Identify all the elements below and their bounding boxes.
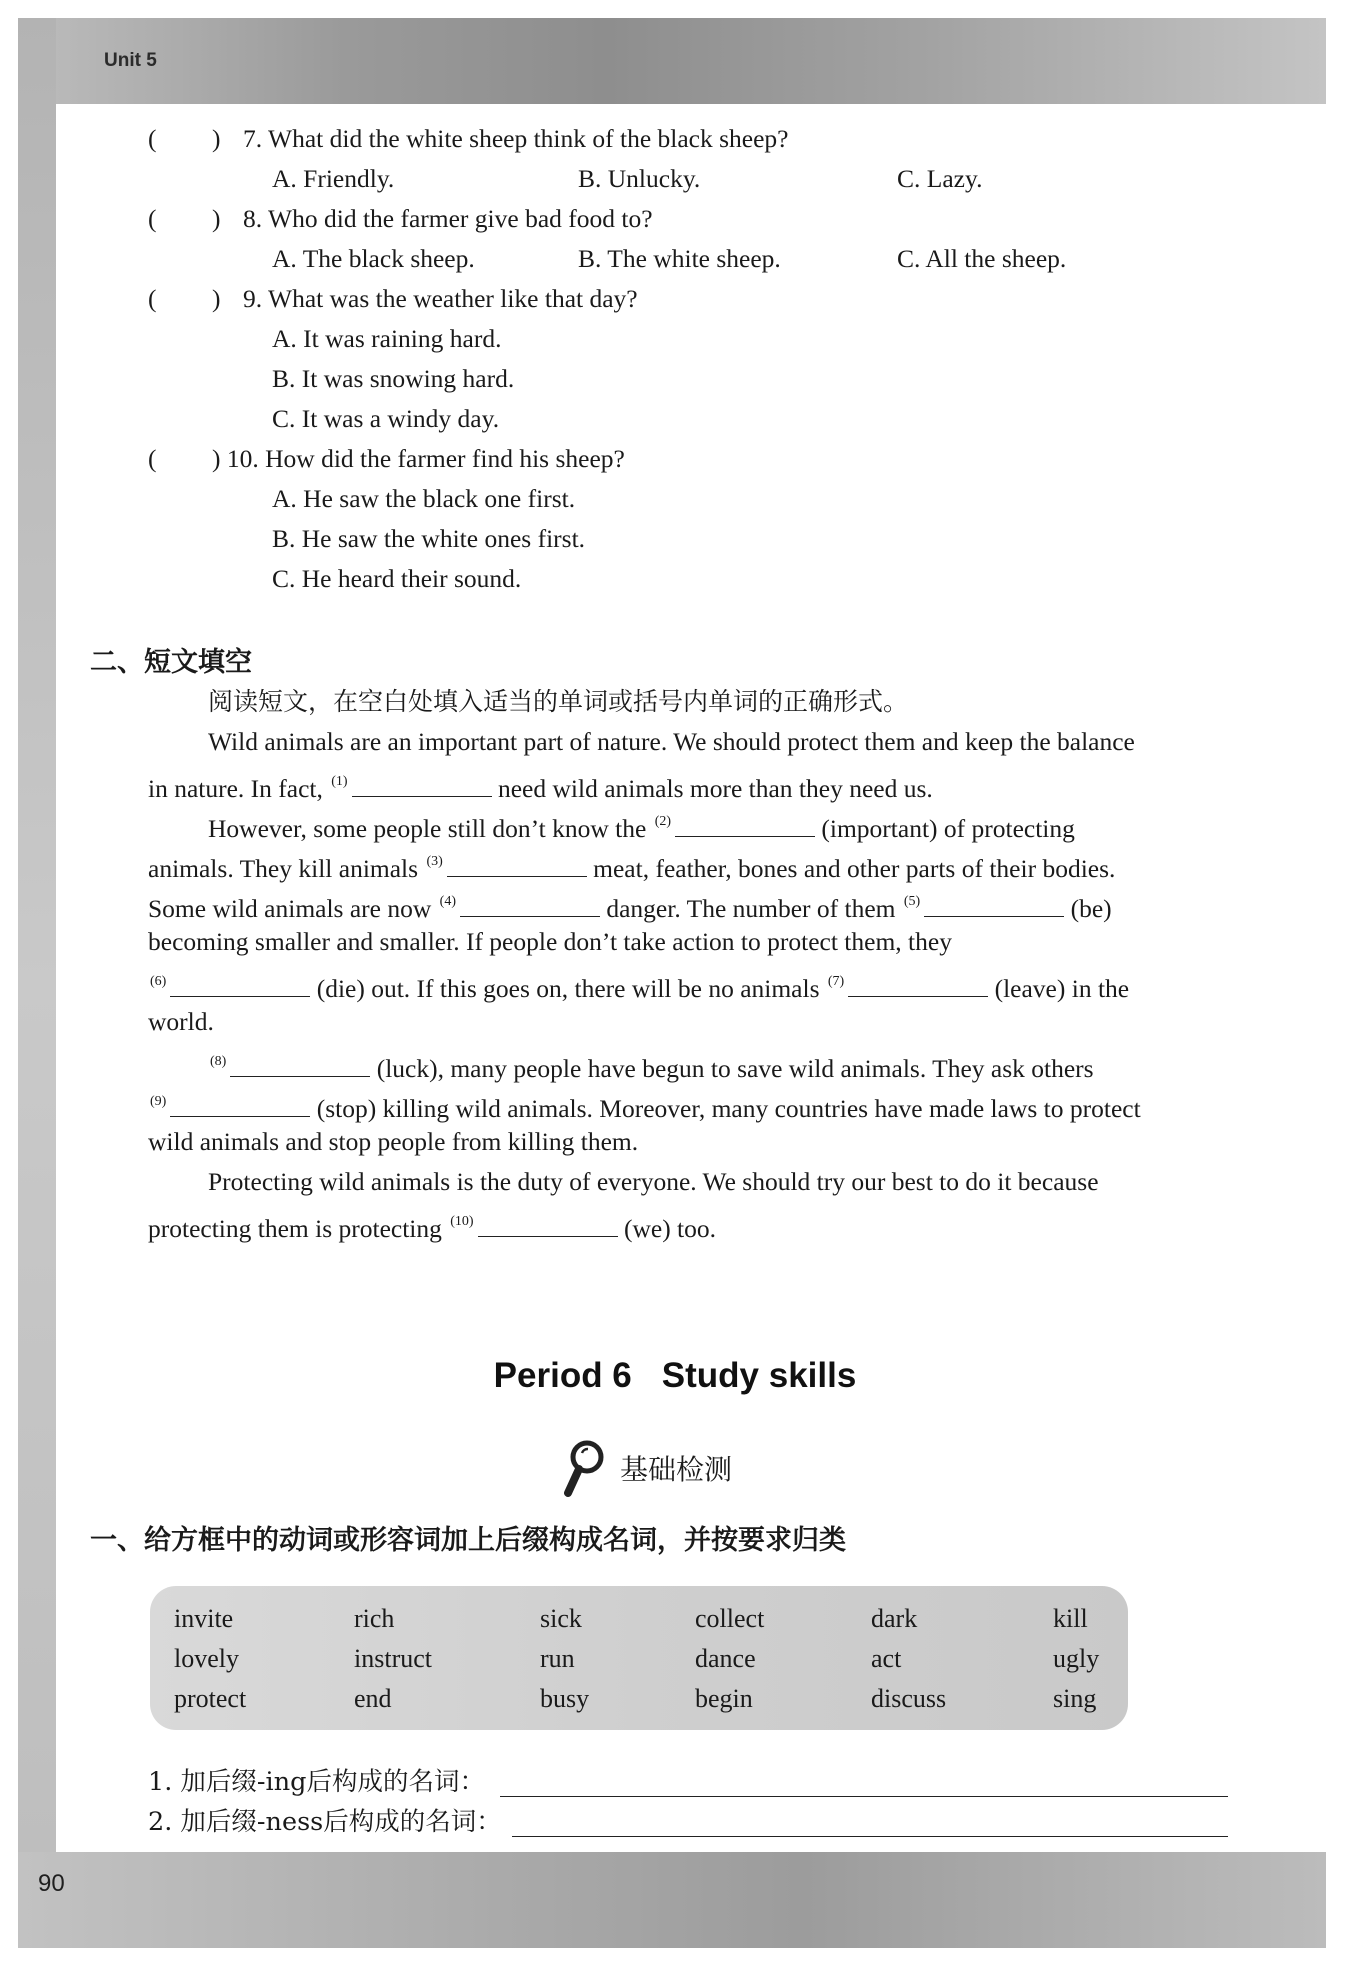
word-item: run [540, 1644, 575, 1673]
blank-number: (2) [654, 814, 672, 829]
passage-line: Protecting wild animals is the duty of everyone. We should try our best to do it because [208, 1167, 1099, 1196]
passage-text: meat, feather, bones and other parts of their bodies. [593, 854, 1116, 883]
passage-text: danger. The number of them [606, 894, 896, 923]
question-7-stem: 7. What did the white sheep think of the black sheep? [243, 124, 789, 153]
question-8-option-b: B. The white sheep. [578, 244, 781, 273]
word-item: protect [174, 1684, 247, 1713]
answer-paren-open: ( [148, 444, 157, 473]
scan-bottom-border [18, 1852, 1326, 1948]
question-9-option-a: A. It was raining hard. [272, 324, 502, 353]
word-item: lovely [174, 1644, 239, 1673]
passage-text: protecting them is protecting [148, 1214, 442, 1243]
passage-line: Wild animals are an important part of nature. We should protect them and keep the balance [208, 727, 1135, 756]
answer-line-ness[interactable] [512, 1836, 1228, 1837]
question-9-option-c: C. It was a windy day. [272, 404, 500, 433]
question-8-option-c: C. All the sheep. [897, 244, 1067, 273]
word-item: invite [174, 1604, 234, 1633]
basic-check-label: 基础检测 [620, 1453, 733, 1486]
word-item: sick [540, 1604, 582, 1633]
blank-line[interactable] [848, 972, 988, 997]
question-7-option-b: B. Unlucky. [578, 164, 701, 193]
page-number: 90 [38, 1870, 65, 1897]
question-8-stem: 8. Who did the farmer give bad food to? [243, 204, 653, 233]
answer-paren-close: ) [212, 124, 221, 153]
passage-line [208, 806, 1075, 845]
word-item: busy [540, 1684, 590, 1713]
passage-line [148, 966, 1129, 1005]
question-10-option-c: C. He heard their sound. [272, 564, 522, 593]
blank-line[interactable] [675, 812, 815, 837]
question-10-stem: ) 10. How did the farmer find his sheep? [212, 444, 625, 473]
period-title [0, 1356, 1350, 1396]
word-item: rich [354, 1604, 395, 1633]
period-name: Study skills [661, 1356, 857, 1395]
passage-text: However, some people still don’t know the [208, 814, 647, 843]
scan-right-margin [1328, 0, 1350, 1970]
blank-number: (4) [439, 894, 456, 909]
answer-paren-close: ) [212, 284, 221, 313]
word-item: instruct [354, 1644, 432, 1673]
section-heading-cloze: 二、短文填空 [90, 647, 252, 678]
blank-number: (9) [150, 1094, 167, 1109]
answer-paren-close: ) [212, 204, 221, 233]
period-number: Period 6 [493, 1356, 632, 1395]
passage-text: (we) too. [623, 1214, 717, 1243]
scan-left-border [18, 18, 56, 1948]
passage-text: (die) out. If this goes on, there will be no animals [316, 974, 820, 1003]
word-item: collect [695, 1604, 765, 1633]
blank-line[interactable] [352, 772, 492, 797]
passage-line [148, 1086, 1141, 1125]
blank-line[interactable] [478, 1212, 618, 1237]
passage-line: wild animals and stop people from killing them. [148, 1127, 639, 1156]
answer-line-ing[interactable] [500, 1796, 1228, 1797]
passage-text: need wild animals more than they need us. [497, 774, 933, 803]
passage-text: (leave) in the [994, 974, 1130, 1003]
answer-prompt-ing: 1. 加后缀-ing后构成的名词： [148, 1767, 485, 1797]
cloze-instruction: 阅读短文，在空白处填入适当的单词或括号内单词的正确形式。 [208, 687, 909, 716]
word-item: dance [695, 1644, 756, 1673]
passage-line [148, 886, 1112, 925]
answer-paren-open: ( [148, 284, 157, 313]
passage-text: (stop) killing wild animals. Moreover, many countries have made laws to protect [316, 1094, 1141, 1123]
question-10-option-a: A. He saw the black one first. [272, 484, 576, 513]
word-item: begin [695, 1684, 753, 1713]
question-9-option-b: B. It was snowing hard. [272, 364, 515, 393]
question-9-stem: 9. What was the weather like that day? [243, 284, 638, 313]
passage-line [148, 766, 933, 805]
passage-text: (important) of protecting [821, 814, 1075, 843]
blank-number: (3) [426, 854, 443, 869]
answer-prompt-ness: 2. 加后缀-ness后构成的名词： [148, 1807, 502, 1837]
question-10-option-b: B. He saw the white ones first. [272, 524, 586, 553]
word-item: act [871, 1644, 902, 1673]
passage-text: (luck), many people have begun to save wild animals. They ask others [376, 1054, 1094, 1083]
word-item: kill [1053, 1604, 1088, 1633]
passage-line: becoming smaller and smaller. If people don’t take action to protect them, they [148, 927, 952, 956]
blank-line[interactable] [170, 972, 310, 997]
passage-line [148, 1206, 716, 1245]
word-item: sing [1053, 1684, 1097, 1713]
question-7-option-a: A. Friendly. [272, 164, 395, 193]
word-item: discuss [871, 1684, 947, 1713]
blank-number: (1) [331, 774, 348, 789]
blank-line[interactable] [924, 892, 1064, 917]
answer-paren-open: ( [148, 124, 157, 153]
word-item: ugly [1053, 1644, 1100, 1673]
passage-line [148, 846, 1115, 885]
passage-text: animals. They kill animals [148, 854, 419, 883]
scan-top-border [18, 18, 1326, 104]
question-8-option-a: A. The black sheep. [272, 244, 475, 273]
magnifier-icon [560, 1439, 608, 1497]
answer-paren-open: ( [148, 204, 157, 233]
unit-label: Unit 5 [104, 50, 157, 71]
blank-number: (10) [450, 1214, 474, 1229]
section-heading-suffix: 一、给方框中的动词或形容词加上后缀构成名词，并按要求归类 [90, 1525, 846, 1556]
passage-line: world. [148, 1007, 214, 1036]
basic-check-banner [560, 1440, 732, 1496]
word-item: end [354, 1684, 392, 1713]
blank-line[interactable] [230, 1052, 370, 1077]
passage-line [208, 1046, 1094, 1085]
word-box [150, 1586, 1128, 1730]
passage-text: (be) [1070, 894, 1112, 923]
word-item: dark [871, 1604, 918, 1633]
blank-line[interactable] [460, 892, 600, 917]
blank-line[interactable] [170, 1092, 310, 1117]
question-7-option-c: C. Lazy. [897, 164, 983, 193]
passage-text: Some wild animals are now [148, 894, 432, 923]
blank-number: (6) [150, 974, 167, 989]
blank-number: (7) [827, 974, 845, 989]
blank-line[interactable] [447, 852, 587, 877]
passage-text: in nature. In fact, [148, 774, 323, 803]
blank-number: (5) [903, 894, 921, 909]
blank-number: (8) [210, 1054, 227, 1069]
